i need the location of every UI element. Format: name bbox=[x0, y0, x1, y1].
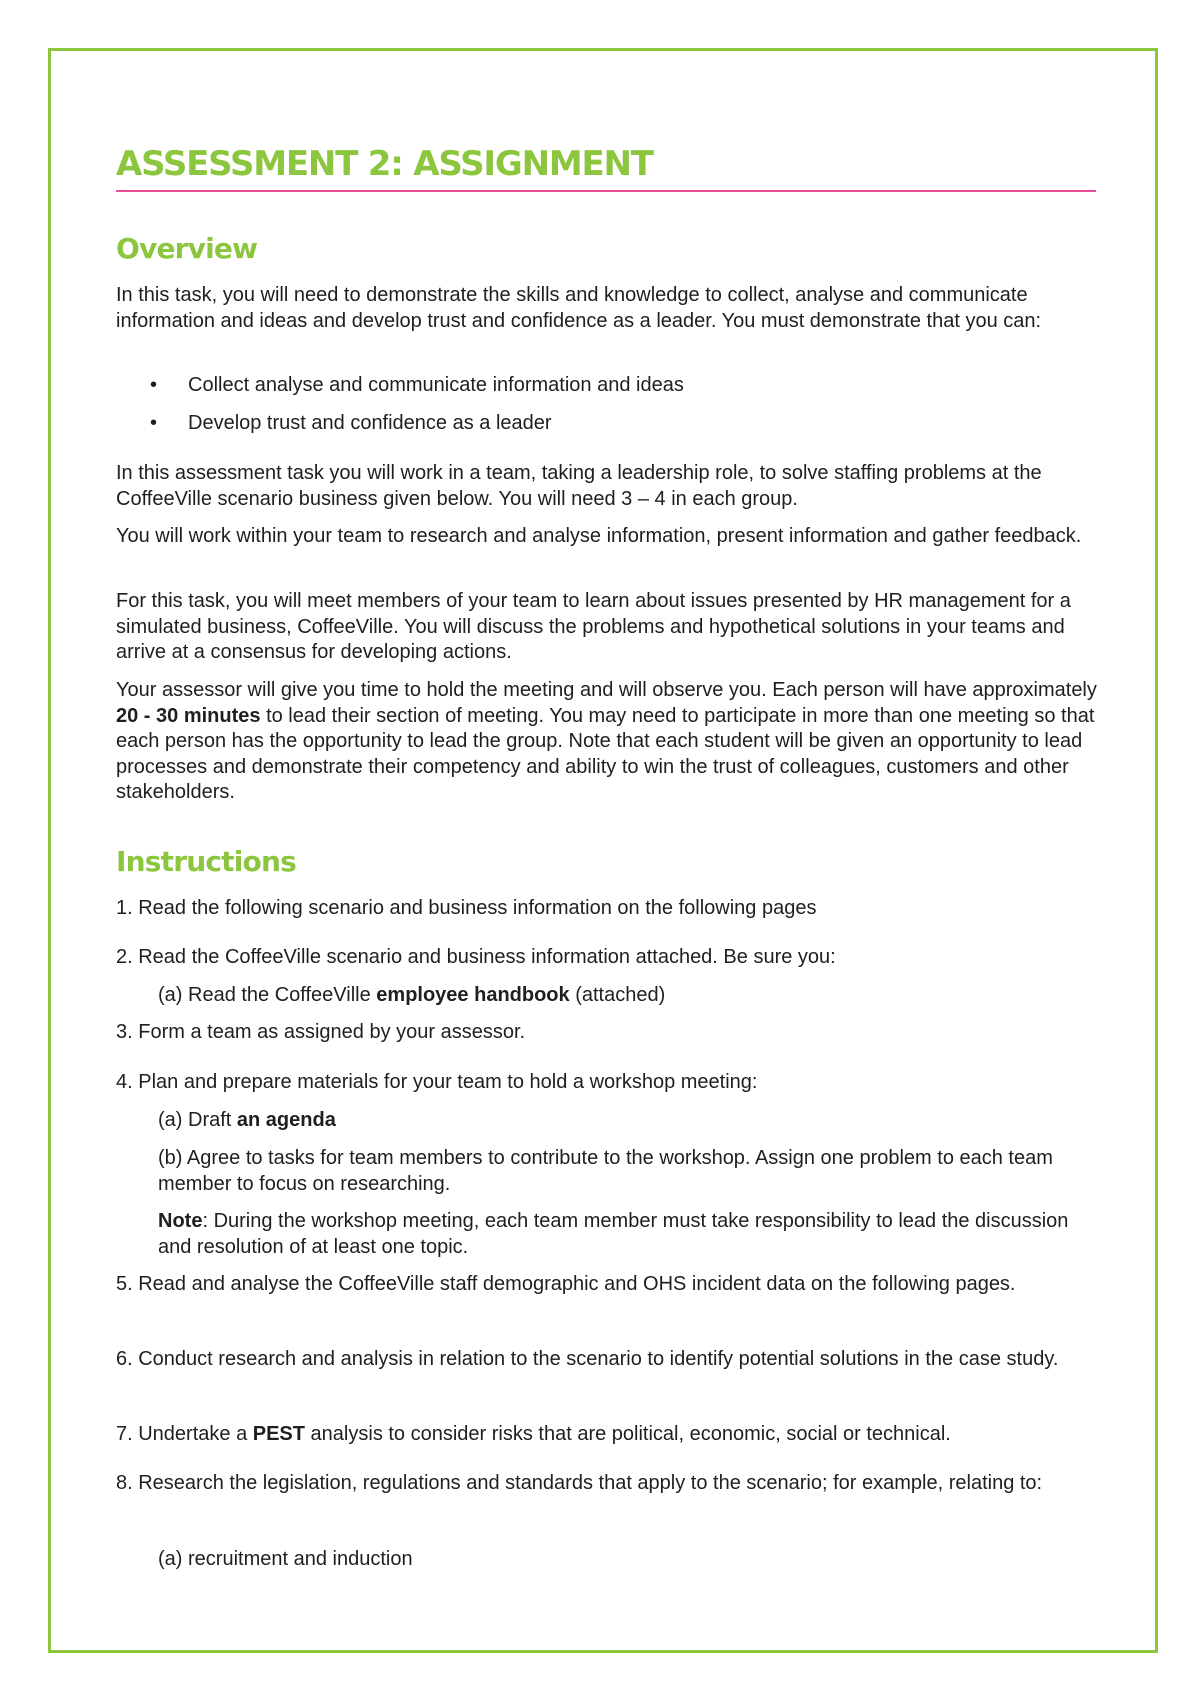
instruction-step-2a bbox=[158, 983, 1088, 1009]
step7-bold: PEST bbox=[252, 1423, 305, 1445]
para4-text-b: to lead their section of meeting. You may need to participate in more than one meeting so that each person has the opportunity to lead the group. Note that each student will be given an opportunity to lead processes and demonstrate their competency and ability to win the trust of colleagues, customers and other stakeholders. bbox=[116, 704, 1095, 803]
para4-text-a: Your assessor will give you time to hold the meeting and will observe you. Each person will have approximately bbox=[116, 679, 1097, 701]
instruction-note bbox=[158, 1209, 1088, 1260]
step4a-pre: (a) Draft bbox=[158, 1109, 237, 1131]
instruction-step-4a bbox=[158, 1108, 1088, 1134]
instructions-heading: Instructions bbox=[116, 845, 296, 878]
bullet-text: Collect analyse and communicate information and ideas bbox=[188, 374, 684, 396]
step2a-post: (attached) bbox=[569, 984, 666, 1006]
instruction-step-6: 6. Conduct research and analysis in relation to the scenario to identify potential solutions in the case study. bbox=[116, 1348, 1059, 1370]
step4a-bold: an agenda bbox=[236, 1109, 336, 1131]
page-title: ASSESSMENT 2: ASSIGNMENT bbox=[116, 144, 653, 184]
step7-pre: 7. Undertake a bbox=[116, 1423, 253, 1445]
instruction-step-8a: (a) recruitment and induction bbox=[158, 1548, 413, 1570]
instruction-step-4: 4. Plan and prepare materials for your team to hold a workshop meeting: bbox=[116, 1071, 758, 1093]
instruction-step-7 bbox=[116, 1422, 1100, 1448]
duration-emphasis: 20 - 30 minutes bbox=[116, 704, 261, 727]
overview-para-2: You will work within your team to research and analyse information, present information and gather feedback. bbox=[116, 525, 1082, 547]
bullet-text: Develop trust and confidence as a leader bbox=[188, 412, 552, 434]
instruction-step-4b: (b) Agree to tasks for team members to contribute to the workshop. Assign one problem to each team member to focus on researching. bbox=[158, 1147, 1053, 1195]
note-text: : During the workshop meeting, each team member must take responsibility to lead the discussion and resolution of at least one topic. bbox=[158, 1210, 1069, 1258]
instruction-step-8: 8. Research the legislation, regulations and standards that apply to the scenario; for example, relating to: bbox=[116, 1472, 1043, 1494]
step2a-pre: (a) Read the CoffeeVille bbox=[158, 984, 377, 1006]
instruction-step-3: 3. Form a team as assigned by your assessor. bbox=[116, 1021, 526, 1043]
overview-para-3: For this task, you will meet members of your team to learn about issues presented by HR management for a simulated business, CoffeeVille. You will discuss the problems and hypothetical solutions in your teams and arrive at a consensus for developing actions. bbox=[116, 590, 1071, 663]
step7-post: analysis to consider risks that are political, economic, social or technical. bbox=[305, 1423, 951, 1445]
note-label: Note bbox=[158, 1210, 203, 1232]
instruction-step-5: 5. Read and analyse the CoffeeVille staff demographic and OHS incident data on the following pages. bbox=[116, 1273, 1016, 1295]
instruction-step-2: 2. Read the CoffeeVille scenario and business information attached. Be sure you: bbox=[116, 946, 836, 968]
overview-intro: In this task, you will need to demonstrate the skills and knowledge to collect, analyse and communicate information and ideas and develop trust and confidence as a leader. You must demonstrate that you can: bbox=[116, 284, 1042, 332]
step2a-bold: employee handbook bbox=[376, 984, 570, 1006]
overview-para-1: In this assessment task you will work in a team, taking a leadership role, to solve staffing problems at the CoffeeVille scenario business given below. You will need 3 – 4 in each group. bbox=[116, 462, 1042, 510]
bullet-icon: • bbox=[150, 412, 158, 434]
overview-para-4 bbox=[116, 678, 1100, 806]
title-underline bbox=[116, 190, 1096, 192]
bullet-icon: • bbox=[150, 374, 158, 396]
instruction-step-1: 1. Read the following scenario and business information on the following pages bbox=[116, 897, 817, 919]
overview-heading: Overview bbox=[116, 232, 258, 265]
